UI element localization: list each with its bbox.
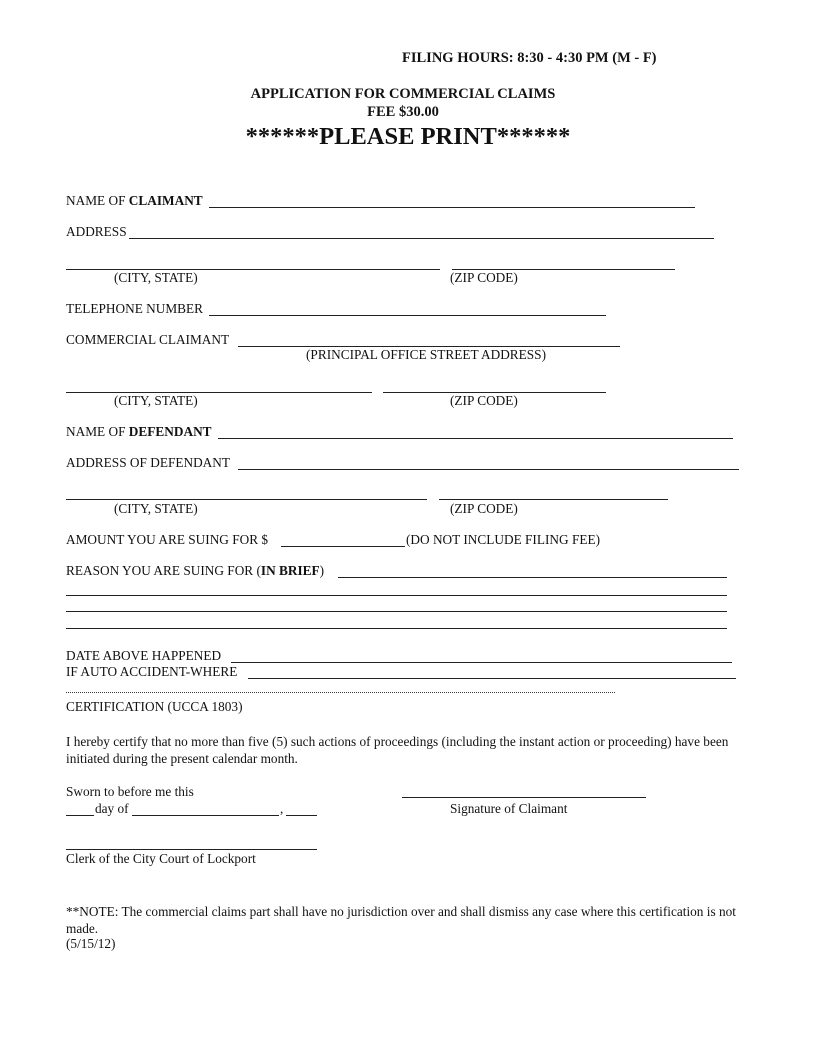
in-brief-word: IN BRIEF — [260, 563, 320, 578]
revision-date: (5/15/12) — [66, 936, 116, 951]
reason-field-line-4[interactable] — [66, 628, 727, 629]
commercial-claimant-label: COMMERCIAL CLAIMANT — [66, 332, 230, 347]
clerk-signature-field[interactable] — [66, 849, 317, 850]
defendant-name-field[interactable] — [218, 438, 733, 439]
auto-accident-field[interactable] — [248, 678, 736, 679]
zip-code-caption: (ZIP CODE) — [450, 270, 518, 285]
defendant-name-label — [66, 424, 212, 440]
principal-office-caption: (PRINCIPAL OFFICE STREET ADDRESS) — [306, 347, 547, 362]
amount-note: (DO NOT INCLUDE FILING FEE) — [406, 532, 601, 547]
amount-label: AMOUNT YOU ARE SUING FOR $ — [66, 532, 269, 547]
zip-code-caption: (ZIP CODE) — [450, 393, 518, 408]
day-of-label: day of — [95, 801, 129, 816]
signature-caption: Signature of Claimant — [450, 801, 568, 816]
city-state-caption: (CITY, STATE) — [114, 501, 198, 516]
certification-text: I hereby certify that no more than five (5) such actions of proceedings (including the instant action or proceeding) have been initiated during the present calendar month. — [66, 734, 729, 766]
city-state-caption: (CITY, STATE) — [114, 393, 198, 408]
form-fee: FEE $30.00 — [367, 104, 439, 120]
claimant-address-field[interactable] — [129, 238, 714, 239]
section-divider — [66, 692, 615, 693]
form-title: APPLICATION FOR COMMERCIAL CLAIMS — [250, 86, 556, 102]
reason-prefix: REASON YOU ARE SUING FOR ( — [66, 563, 261, 578]
name-of-text: NAME OF — [66, 193, 129, 208]
address-label: ADDRESS — [66, 224, 127, 239]
reason-field-line-2[interactable] — [66, 595, 727, 596]
reason-suffix: ) — [319, 563, 325, 578]
date-comma: , — [280, 801, 284, 816]
reason-field-line-3[interactable] — [66, 611, 727, 612]
certification-heading: CERTIFICATION (UCCA 1803) — [66, 699, 243, 714]
reason-field-line-1[interactable] — [338, 577, 727, 578]
signature-field[interactable] — [402, 797, 646, 798]
telephone-label: TELEPHONE NUMBER — [66, 301, 204, 316]
please-print-banner: ******PLEASE PRINT****** — [245, 123, 571, 150]
date-happened-field[interactable] — [231, 662, 732, 663]
defendant-address-label: ADDRESS OF DEFENDANT — [66, 455, 231, 470]
zip-code-caption: (ZIP CODE) — [450, 501, 518, 516]
jurisdiction-note: **NOTE: The commercial claims part shall have no jurisdiction over and shall dismiss any case where this certification is not made. — [66, 904, 736, 936]
amount-field[interactable] — [281, 546, 405, 547]
claimant-name-field[interactable] — [209, 207, 695, 208]
clerk-caption: Clerk of the City Court of Lockport — [66, 851, 256, 866]
defendant-zip-field[interactable] — [439, 499, 668, 500]
claimant-name-label — [66, 193, 203, 209]
filing-hours: FILING HOURS: 8:30 - 4:30 PM (M - F) — [402, 50, 657, 66]
city-state-caption: (CITY, STATE) — [114, 270, 198, 285]
sworn-year-field[interactable] — [286, 815, 317, 816]
sworn-label: Sworn to before me this — [66, 784, 194, 799]
defendant-address-field[interactable] — [238, 469, 739, 470]
sworn-day-field[interactable] — [66, 815, 94, 816]
auto-accident-label: IF AUTO ACCIDENT-WHERE — [66, 664, 238, 679]
name-of-text: NAME OF — [66, 424, 129, 439]
sworn-month-field[interactable] — [132, 815, 279, 816]
claimant-word: CLAIMANT — [128, 193, 203, 208]
telephone-field[interactable] — [209, 315, 606, 316]
date-happened-label: DATE ABOVE HAPPENED — [66, 648, 222, 663]
defendant-word: DEFENDANT — [128, 424, 212, 439]
defendant-city-state-field[interactable] — [66, 499, 427, 500]
reason-label — [66, 563, 324, 579]
commercial-city-state-field[interactable] — [66, 392, 372, 393]
